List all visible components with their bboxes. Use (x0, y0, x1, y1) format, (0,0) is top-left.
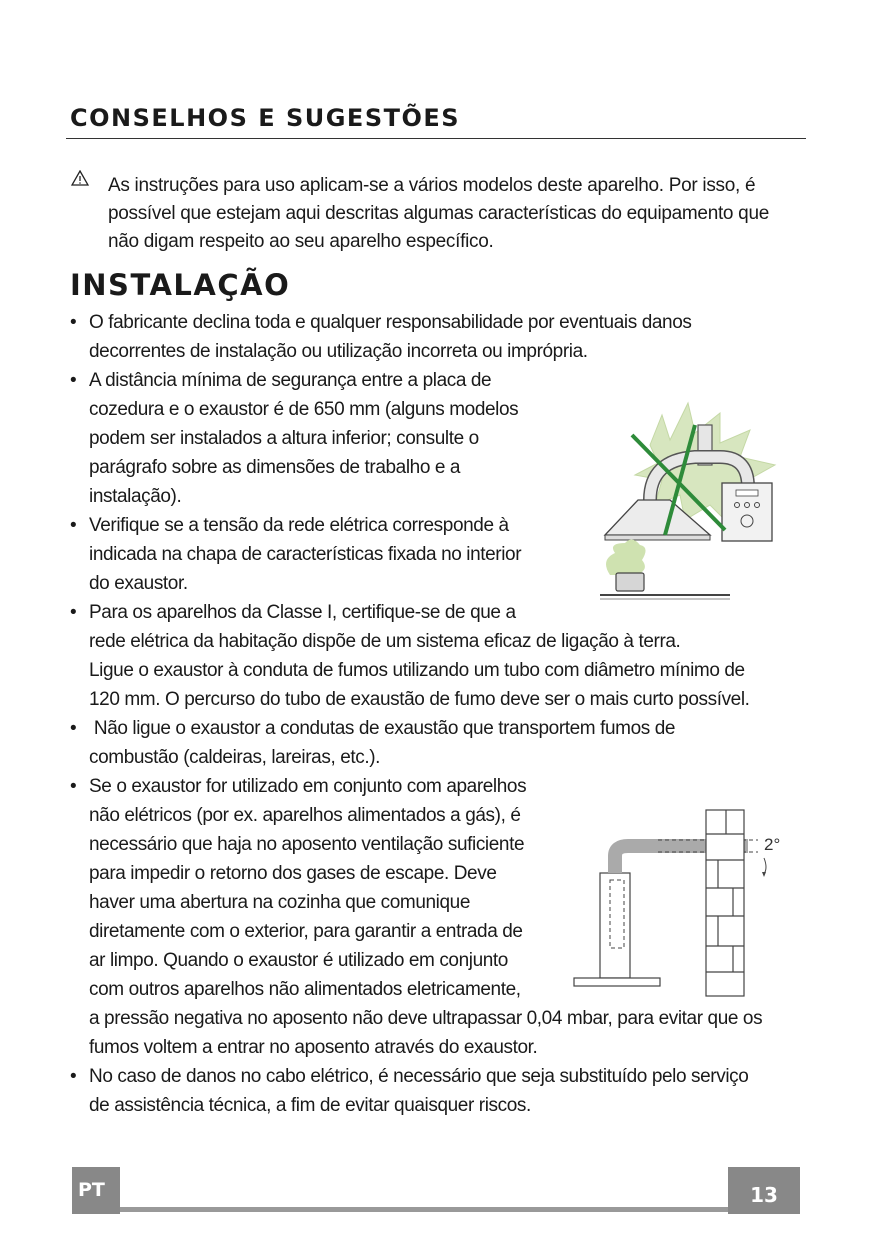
list-item (70, 714, 800, 772)
list-item-line: Para os aparelhos da Classe I, certifique-se de que a (89, 602, 516, 623)
list-item-line: necessário que haja no aposento ventilação suficiente (89, 834, 525, 855)
note-line: As instruções para uso aplicam-se a vários modelos deste aparelho. Por isso, é (108, 175, 756, 196)
list-item-line: haver uma abertura na cozinha que comunique (89, 892, 471, 913)
title-divider (66, 138, 806, 139)
list-item-line: Não ligue o exaustor a condutas de exaustão que transportem fumos de (89, 718, 676, 739)
list-item-line: O fabricante declina toda e qualquer responsabilidade por eventuais danos (89, 312, 692, 333)
angle-arrow (764, 858, 766, 874)
note-line: não digam respeito ao seu aparelho específico. (108, 231, 494, 252)
list-item-line: instalação). (89, 486, 182, 507)
list-item-line: ar limpo. Quando o exaustor é utilizado em conjunto (89, 950, 508, 971)
list-item-line: Verifique se a tensão da rede elétrica corresponde à (89, 515, 509, 536)
bullet-icon: • (70, 718, 77, 739)
list-item-line: No caso de danos no cabo elétrico, é necessário que seja substituído pelo serviço (89, 1066, 749, 1087)
note-line: possível que estejam aqui descritas algumas características do equipamento que (108, 203, 769, 224)
bullet-icon: • (70, 1066, 77, 1087)
warning-triangle-icon (71, 170, 89, 186)
list-item-line: com outros aparelhos não alimentados eletricamente, (89, 979, 521, 1000)
list-item-line: decorrentes de instalação ou utilização incorreta ou imprópria. (89, 341, 588, 362)
list-item-line: A distância mínima de segurança entre a placa de (89, 370, 492, 391)
list-item-line: Ligue o exaustor à conduta de fumos utilizando um tubo com diâmetro mínimo de (89, 660, 745, 681)
list-item-line: diretamente com o exterior, para garantir a entrada de (89, 921, 523, 942)
list-item-line: indicada na chapa de características fixada no interior (89, 544, 522, 565)
list-item-line: fumos voltem a entrar no aposento através do exaustor. (89, 1037, 538, 1058)
list-item-line: a pressão negativa no aposento não deve ultrapassar 0,04 mbar, para evitar que os (89, 1008, 763, 1029)
page-number: 13 (728, 1167, 800, 1214)
list-item-line: de assistência técnica, a fim de evitar quaisquer riscos. (89, 1095, 531, 1116)
list-item-line: não elétricos (por ex. aparelhos alimentados a gás), é (89, 805, 521, 826)
list-item-line: parágrafo sobre as dimensões de trabalho e a (89, 457, 461, 478)
bullet-icon: • (70, 370, 77, 391)
list-item-line: para impedir o retorno dos gases de escape. Deve (89, 863, 497, 884)
bullet-icon: • (70, 776, 77, 797)
steam (606, 539, 646, 575)
bullet-icon: • (70, 312, 77, 333)
angle-label: 2° (764, 835, 781, 854)
brick-wall (706, 810, 744, 996)
list-item-line: 120 mm. O percurso do tubo de exaustão de fumo deve ser o mais curto possível. (89, 689, 750, 710)
list-item-line: cozedura e o exaustor é de 650 mm (alguns modelos (89, 399, 519, 420)
language-tab: PT (72, 1167, 120, 1214)
list-item-line: podem ser instalados a altura inferior; consulte o (89, 428, 479, 449)
list-item-line: do exaustor. (89, 573, 188, 594)
section-title-installation: INSTALAÇÃO (70, 268, 291, 302)
general-note (108, 172, 798, 256)
hood-over-boiler-crossed-illustration (570, 395, 780, 605)
list-item-line: rede elétrica da habitação dispõe de um sistema eficaz de ligação à terra. (89, 631, 681, 652)
duct-slope-illustration (568, 808, 793, 1003)
hood-chimney (600, 873, 630, 978)
hood-canopy (574, 978, 660, 986)
bullet-icon: • (70, 515, 77, 536)
bullet-icon: • (70, 602, 77, 623)
list-item-line: combustão (caldeiras, lareiras, etc.). (89, 747, 381, 768)
list-item (70, 1062, 800, 1120)
page-title: CONSELHOS E SUGESTÕES (70, 104, 461, 132)
list-item-line: Se o exaustor for utilizado em conjunto com aparelhos (89, 776, 527, 797)
list-item (70, 598, 800, 714)
cooking-pot (616, 573, 644, 591)
footer-divider (120, 1207, 728, 1212)
list-item (70, 308, 800, 366)
